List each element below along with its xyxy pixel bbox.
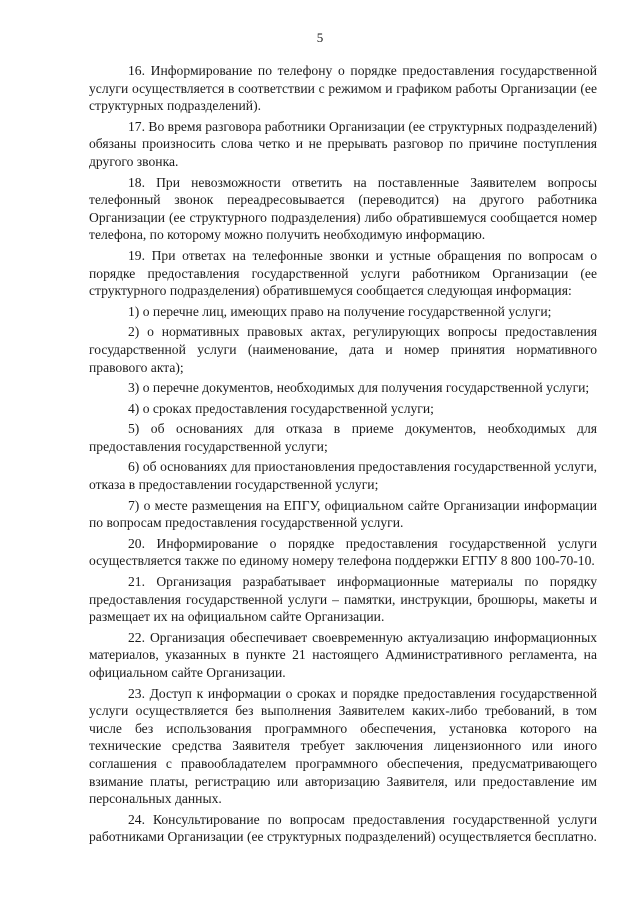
paragraph-20: 20. Информирование о порядке предоставления государственной услуги осуществляется также по единому номеру телефона поддержки ЕГПУ 8 800 100-70-10. (89, 535, 597, 569)
list-item-1: 1) о перечне лиц, имеющих право на получение государственной услуги; (128, 303, 552, 319)
paragraph-17: 17. Во время разговора работники Организации (ее структурных подразделений) обязаны произносить слова четко и не прерывать разговор по причине поступления другого звонка. (89, 118, 597, 169)
list-item-3: 3) о перечне документов, необходимых для получения государственной услуги; (128, 380, 590, 396)
list-item-5: 5) об основаниях для отказа в приеме документов, необходимых для предоставления государственной услуги; (89, 421, 597, 454)
list-item-7: 7) о месте размещения на ЕПГУ, официальном сайте Организации информации по вопросам предоставления государственной услуги. (89, 497, 597, 531)
paragraph-16: 16. Информирование по телефону о порядке предоставления государственной услуги осуществляется в соответствии с режимом и графиком работы Организации (ее структурных подразделений). (89, 63, 597, 114)
paragraph-18: 18. При невозможности ответить на поставленные Заявителем вопросы телефонный звонок переадресовывается (переводится) на другого работника Организации (ее структурного подразделения) либо обратившемуся сообщается номер телефона, по которому можно получить необходимую информацию. (89, 174, 597, 243)
list-item-4: 4) о сроках предоставления государственной услуги; (128, 400, 434, 416)
paragraph-21: 21. Организация разрабатывает информационные материалы по порядку предоставления государственной услуги – памятки, инструкции, брошюры, макеты и размещает их на официальном сайте Организации. (89, 574, 597, 625)
paragraph-23: 23. Доступ к информации о сроках и порядке предоставления государственной услуги осуществляется без выполнения Заявителем каких-либо требований, в том числе без использования программного обеспечения, установка которого на технические средства Заявителя требует заключения лицензионного или иного соглашения с правообладателем программного обеспечения, предусматривающего взимание платы, регистрацию или авторизацию Заявителя, или предоставление им персональных данных. (89, 685, 597, 807)
paragraph-24: 24. Консультирование по вопросам предоставления государственной услуги работниками Организации (ее структурных подразделений) осуществляется бесплатно. (89, 811, 597, 845)
list-item-2: 2) о нормативных правовых актах, регулирующих вопросы предоставления государственной услуги (наименование, дата и номер принятия нормативного правового акта); (89, 324, 597, 375)
paragraph-22: 22. Организация обеспечивает своевременную актуализацию информационных материалов, указанных в пункте 21 настоящего Административного регламента, на официальном сайте Организации. (89, 629, 597, 680)
paragraph-19: 19. При ответах на телефонные звонки и устные обращения по вопросам о порядке предоставления государственной услуги работником Организации (ее структурного подразделения) обратившемуся сообщается следующая информация: (89, 247, 597, 299)
document-body (89, 62, 597, 849)
list-item-6: 6) об основаниях для приостановления предоставления государственной услуги, отказа в предоставлении государственной услуги; (89, 459, 597, 493)
page-number: 5 (316, 30, 324, 45)
